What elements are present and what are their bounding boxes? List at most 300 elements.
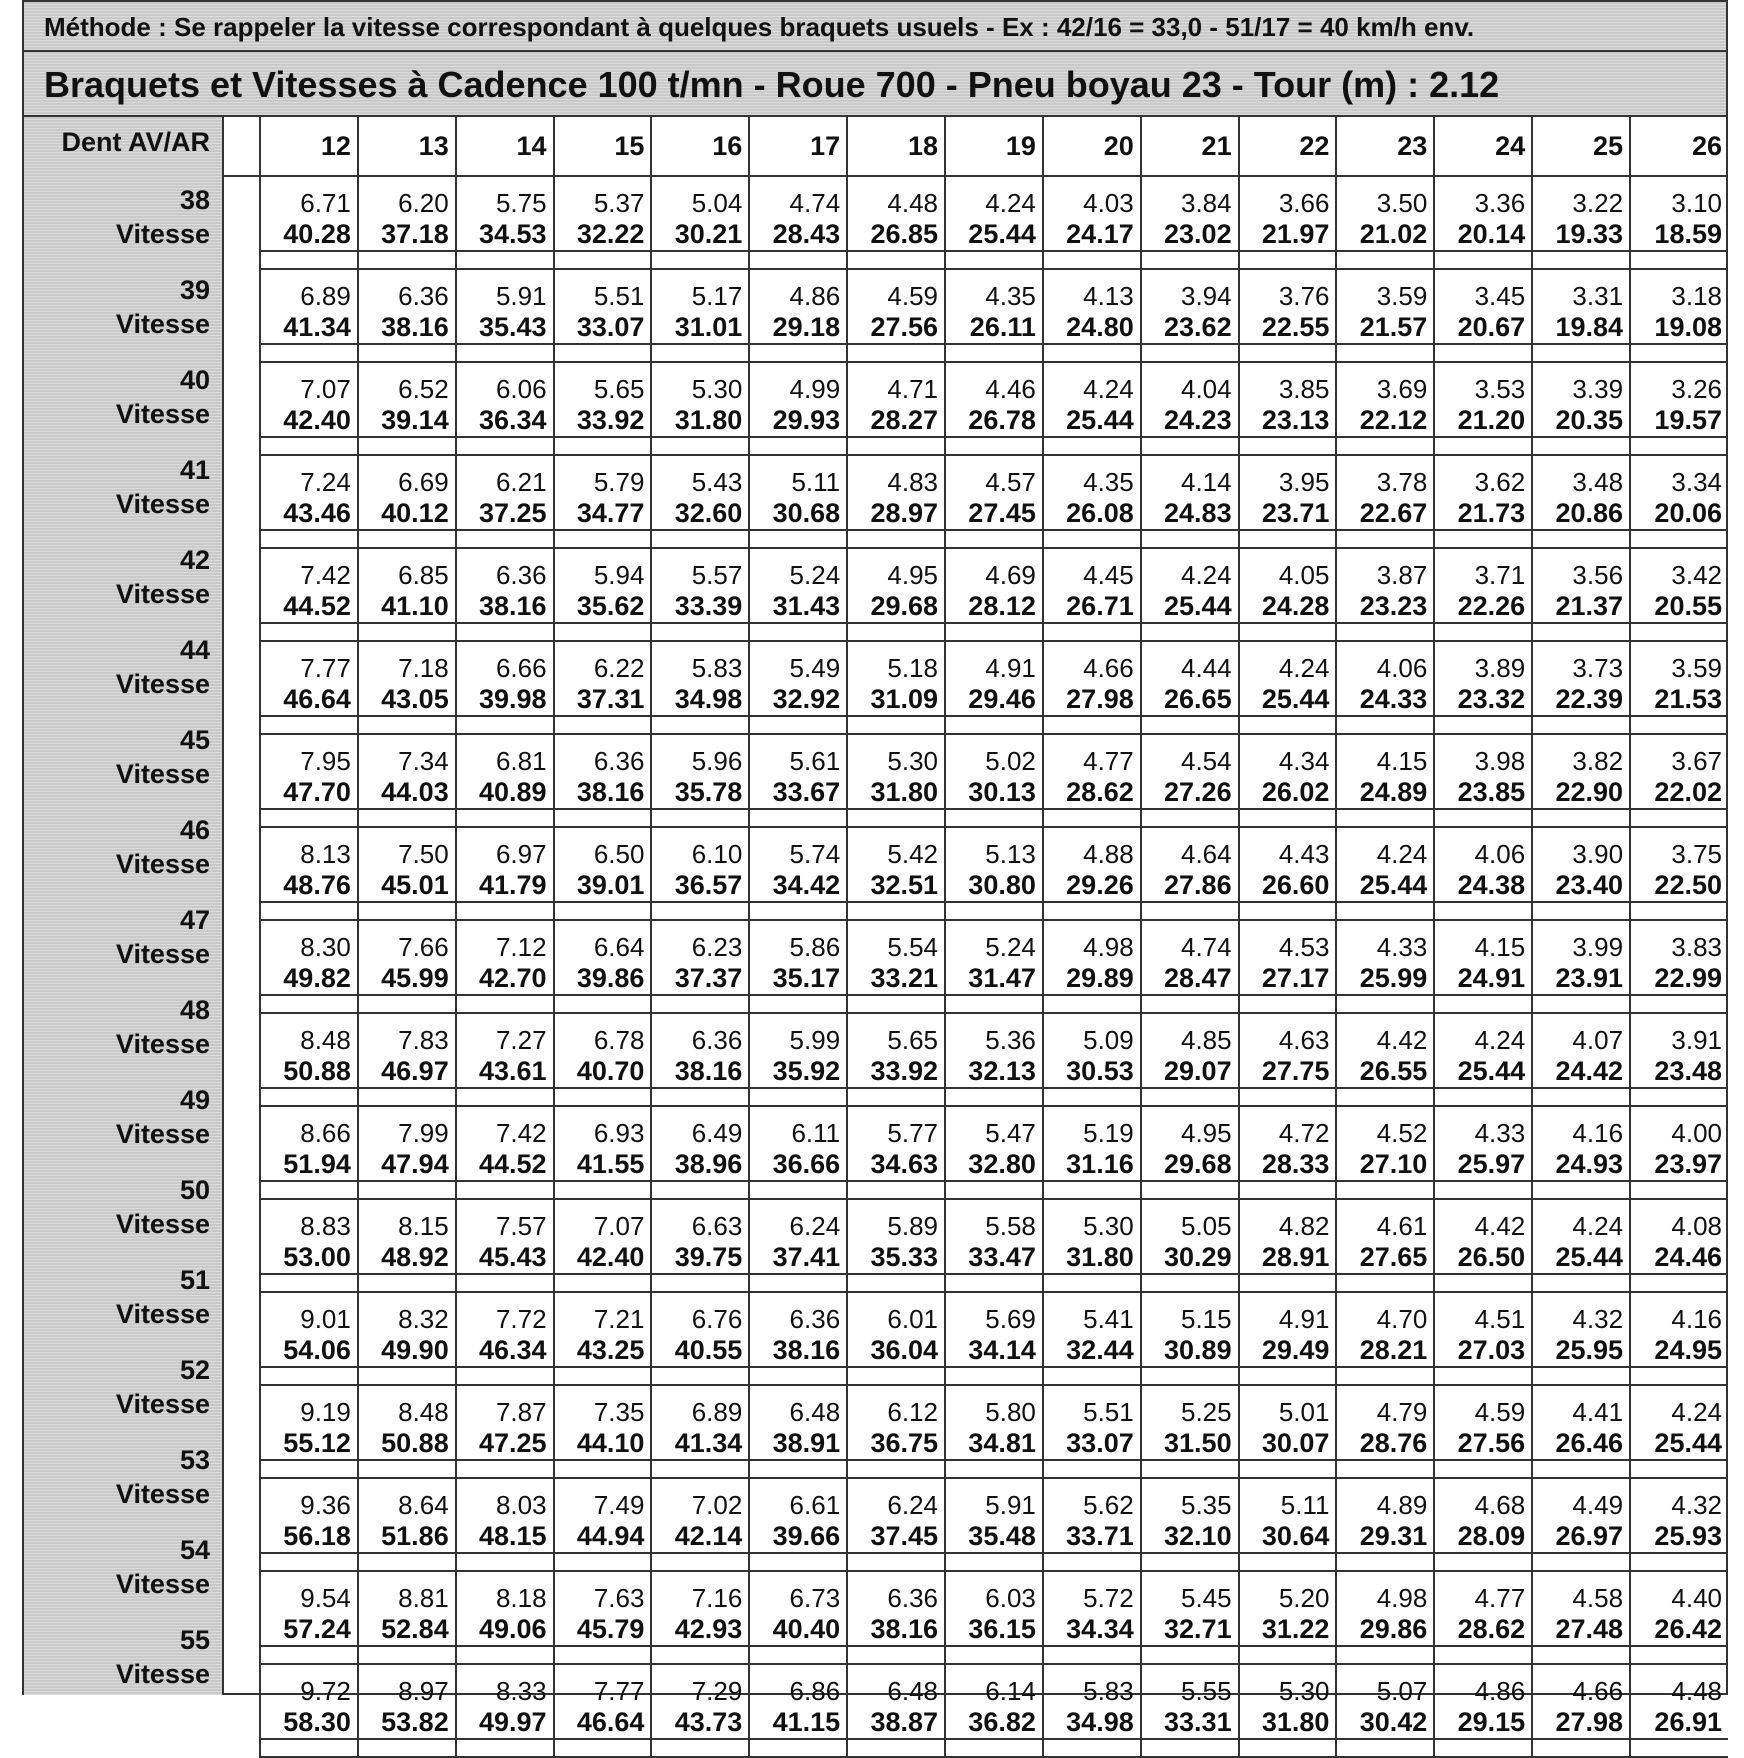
gap-cell xyxy=(1043,251,1141,269)
speed-cell: 25.44 xyxy=(1141,591,1239,623)
speed-label: Vitesse xyxy=(115,759,210,789)
gap-cell xyxy=(1630,1274,1728,1292)
gap-cell xyxy=(1336,1367,1434,1385)
gap-cell xyxy=(749,995,847,1013)
speed-cell: 47.25 xyxy=(456,1428,554,1460)
development-cell: 4.77 xyxy=(1043,734,1141,777)
development-cell: 6.61 xyxy=(749,1478,847,1521)
gap-cell xyxy=(1141,1646,1239,1664)
gap-cell xyxy=(651,1739,749,1757)
gap-cell xyxy=(749,716,847,734)
development-cell: 3.99 xyxy=(1532,920,1630,963)
speed-cell: 27.56 xyxy=(847,312,945,344)
row-spacer xyxy=(224,1242,260,1274)
row-spacer xyxy=(224,1335,260,1367)
gap-cell xyxy=(945,344,1043,362)
gap-cell xyxy=(1043,530,1141,548)
development-cell: 7.72 xyxy=(456,1292,554,1335)
development-cell: 4.52 xyxy=(1336,1106,1434,1149)
development-cell: 5.86 xyxy=(749,920,847,963)
gap-cell xyxy=(456,437,554,455)
speed-cell: 37.25 xyxy=(456,498,554,530)
development-cell: 6.22 xyxy=(554,641,652,684)
row-spacer xyxy=(224,548,260,591)
development-cell: 8.33 xyxy=(456,1664,554,1707)
speed-label: Vitesse xyxy=(115,1479,210,1509)
gap-cell xyxy=(1434,995,1532,1013)
development-cell: 7.42 xyxy=(456,1106,554,1149)
speed-cell: 32.71 xyxy=(1141,1614,1239,1646)
speed-cell: 39.98 xyxy=(456,684,554,716)
development-cell: 5.18 xyxy=(847,641,945,684)
speed-cell: 36.04 xyxy=(847,1335,945,1367)
front-chainring-label: 45 xyxy=(179,725,210,755)
gap-cell xyxy=(358,902,456,920)
speed-cell: 21.02 xyxy=(1336,219,1434,251)
gap-cell xyxy=(1532,902,1630,920)
rear-sprocket-header: 19 xyxy=(945,117,1043,176)
speed-cell: 27.03 xyxy=(1434,1335,1532,1367)
development-cell: 4.08 xyxy=(1630,1199,1728,1242)
gap-cell xyxy=(554,437,652,455)
front-chainring-label: 41 xyxy=(179,455,210,485)
speed-cell: 27.98 xyxy=(1043,684,1141,716)
development-cell: 4.63 xyxy=(1239,1013,1337,1056)
development-cell: 4.86 xyxy=(749,269,847,312)
gap-cell xyxy=(1336,1088,1434,1106)
speed-row xyxy=(224,870,1728,902)
gap-cell xyxy=(1043,1367,1141,1385)
row-spacer xyxy=(224,1106,260,1149)
gap-cell xyxy=(1141,251,1239,269)
gap-cell xyxy=(847,716,945,734)
rear-sprocket-header: 22 xyxy=(1239,117,1337,176)
gap-cell xyxy=(1336,530,1434,548)
gap-cell xyxy=(456,1367,554,1385)
row-gap xyxy=(224,344,1728,362)
speed-cell: 24.33 xyxy=(1336,684,1434,716)
speed-cell: 42.93 xyxy=(651,1614,749,1646)
gap-cell xyxy=(1434,1646,1532,1664)
row-spacer xyxy=(224,1428,260,1460)
speed-cell: 45.79 xyxy=(554,1614,652,1646)
gap-cell xyxy=(260,716,358,734)
gap-cell xyxy=(847,623,945,641)
rear-sprocket-header: 13 xyxy=(358,117,456,176)
gap-cell xyxy=(1141,1367,1239,1385)
speed-cell: 40.70 xyxy=(554,1056,652,1088)
gap-cell xyxy=(456,623,554,641)
speed-cell: 26.55 xyxy=(1336,1056,1434,1088)
speed-cell: 25.44 xyxy=(945,219,1043,251)
gap-cell xyxy=(1630,1553,1728,1571)
row-gap xyxy=(224,530,1728,548)
development-cell: 4.48 xyxy=(847,176,945,219)
gap-cell xyxy=(651,344,749,362)
gap-cell xyxy=(945,251,1043,269)
speed-cell: 24.93 xyxy=(1532,1149,1630,1181)
gap-cell xyxy=(260,623,358,641)
gap-cell xyxy=(1043,1553,1141,1571)
development-cell: 4.33 xyxy=(1336,920,1434,963)
gap-cell xyxy=(1630,1646,1728,1664)
gap-cell xyxy=(651,437,749,455)
speed-cell: 48.76 xyxy=(260,870,358,902)
development-row xyxy=(224,1292,1728,1335)
front-chainring-label: 53 xyxy=(179,1445,210,1475)
speed-cell: 30.13 xyxy=(945,777,1043,809)
speed-cell: 20.55 xyxy=(1630,591,1728,623)
speed-row xyxy=(224,1521,1728,1553)
development-cell: 6.14 xyxy=(945,1664,1043,1707)
speed-cell: 27.98 xyxy=(1532,1707,1630,1739)
development-cell: 5.02 xyxy=(945,734,1043,777)
development-cell: 5.51 xyxy=(1043,1385,1141,1428)
gap-cell xyxy=(651,623,749,641)
speed-cell: 27.17 xyxy=(1239,963,1337,995)
speed-cell: 23.32 xyxy=(1434,684,1532,716)
development-cell: 4.64 xyxy=(1141,827,1239,870)
speed-cell: 24.28 xyxy=(1239,591,1337,623)
development-cell: 5.04 xyxy=(651,176,749,219)
development-cell: 6.69 xyxy=(358,455,456,498)
speed-cell: 34.98 xyxy=(651,684,749,716)
front-chainring-label: 44 xyxy=(179,635,210,665)
gap-cell xyxy=(224,1181,260,1199)
gap-cell xyxy=(1043,1274,1141,1292)
gap-cell xyxy=(749,902,847,920)
development-row xyxy=(224,641,1728,684)
speed-cell: 44.52 xyxy=(456,1149,554,1181)
speed-cell: 40.12 xyxy=(358,498,456,530)
speed-cell: 33.92 xyxy=(554,405,652,437)
development-cell: 3.90 xyxy=(1532,827,1630,870)
development-cell: 3.95 xyxy=(1239,455,1337,498)
speed-cell: 29.68 xyxy=(1141,1149,1239,1181)
development-cell: 7.34 xyxy=(358,734,456,777)
speed-cell: 44.03 xyxy=(358,777,456,809)
development-cell: 5.20 xyxy=(1239,1571,1337,1614)
gap-cell xyxy=(651,1646,749,1664)
gap-cell xyxy=(651,1367,749,1385)
speed-label: Vitesse xyxy=(115,579,210,609)
speed-row xyxy=(224,1056,1728,1088)
row-spacer xyxy=(224,455,260,498)
gap-cell xyxy=(456,809,554,827)
speed-cell: 28.97 xyxy=(847,498,945,530)
development-cell: 7.12 xyxy=(456,920,554,963)
gap-cell xyxy=(1630,716,1728,734)
development-cell: 6.64 xyxy=(554,920,652,963)
gap-cell xyxy=(1239,1088,1337,1106)
speed-cell: 57.24 xyxy=(260,1614,358,1646)
gap-cell xyxy=(358,1646,456,1664)
speed-label: Vitesse xyxy=(115,1209,210,1239)
development-cell: 4.24 xyxy=(1141,548,1239,591)
gap-cell xyxy=(1239,902,1337,920)
development-cell: 7.77 xyxy=(554,1664,652,1707)
gap-cell xyxy=(554,1553,652,1571)
development-cell: 4.42 xyxy=(1336,1013,1434,1056)
gap-cell xyxy=(1434,1088,1532,1106)
front-chainring-label: 46 xyxy=(179,815,210,845)
gap-cell xyxy=(847,995,945,1013)
development-cell: 5.77 xyxy=(847,1106,945,1149)
development-cell: 6.01 xyxy=(847,1292,945,1335)
development-cell: 5.41 xyxy=(1043,1292,1141,1335)
rear-sprocket-header: 14 xyxy=(456,117,554,176)
speed-cell: 28.12 xyxy=(945,591,1043,623)
speed-row xyxy=(224,1335,1728,1367)
row-spacer xyxy=(224,920,260,963)
speed-cell: 31.09 xyxy=(847,684,945,716)
gap-cell xyxy=(945,1739,1043,1757)
gap-cell xyxy=(1630,995,1728,1013)
speed-cell: 26.91 xyxy=(1630,1707,1728,1739)
gap-cell xyxy=(749,344,847,362)
development-cell: 5.07 xyxy=(1336,1664,1434,1707)
gap-cell xyxy=(554,1088,652,1106)
development-cell: 8.30 xyxy=(260,920,358,963)
speed-label: Vitesse xyxy=(115,1299,210,1329)
development-cell: 3.22 xyxy=(1532,176,1630,219)
row-gap xyxy=(224,1367,1728,1385)
gap-cell xyxy=(749,1646,847,1664)
speed-cell: 27.65 xyxy=(1336,1242,1434,1274)
speed-cell: 24.46 xyxy=(1630,1242,1728,1274)
gap-cell xyxy=(1532,623,1630,641)
gap-cell xyxy=(945,1181,1043,1199)
development-cell: 5.51 xyxy=(554,269,652,312)
speed-cell: 32.60 xyxy=(651,498,749,530)
development-row xyxy=(224,176,1728,219)
speed-cell: 22.02 xyxy=(1630,777,1728,809)
rear-sprocket-header: 17 xyxy=(749,117,847,176)
development-cell: 7.57 xyxy=(456,1199,554,1242)
speed-cell: 46.64 xyxy=(260,684,358,716)
speed-cell: 30.53 xyxy=(1043,1056,1141,1088)
gap-cell xyxy=(358,623,456,641)
speed-cell: 31.01 xyxy=(651,312,749,344)
development-cell: 4.70 xyxy=(1336,1292,1434,1335)
development-cell: 6.52 xyxy=(358,362,456,405)
speed-cell: 40.89 xyxy=(456,777,554,809)
gap-cell xyxy=(1141,1181,1239,1199)
speed-cell: 39.14 xyxy=(358,405,456,437)
speed-cell: 43.61 xyxy=(456,1056,554,1088)
gap-cell xyxy=(456,344,554,362)
gap-cell xyxy=(456,251,554,269)
gap-cell xyxy=(358,1460,456,1478)
speed-cell: 28.47 xyxy=(1141,963,1239,995)
gap-cell xyxy=(224,251,260,269)
gap-cell xyxy=(749,1274,847,1292)
speed-cell: 38.16 xyxy=(358,312,456,344)
gap-cell xyxy=(1434,1367,1532,1385)
development-cell: 7.16 xyxy=(651,1571,749,1614)
development-cell: 5.35 xyxy=(1141,1478,1239,1521)
development-cell: 4.57 xyxy=(945,455,1043,498)
gap-cell xyxy=(1532,716,1630,734)
development-cell: 6.89 xyxy=(260,269,358,312)
speed-cell: 41.15 xyxy=(749,1707,847,1739)
development-cell: 7.07 xyxy=(260,362,358,405)
rear-sprocket-header: 12 xyxy=(260,117,358,176)
speed-cell: 34.53 xyxy=(456,219,554,251)
speed-cell: 22.26 xyxy=(1434,591,1532,623)
speed-cell: 20.67 xyxy=(1434,312,1532,344)
gap-cell xyxy=(1630,809,1728,827)
speed-cell: 31.22 xyxy=(1239,1614,1337,1646)
development-cell: 7.87 xyxy=(456,1385,554,1428)
speed-cell: 41.10 xyxy=(358,591,456,623)
gap-cell xyxy=(554,530,652,548)
gap-cell xyxy=(847,530,945,548)
development-cell: 3.53 xyxy=(1434,362,1532,405)
speed-cell: 29.15 xyxy=(1434,1707,1532,1739)
gap-cell xyxy=(456,530,554,548)
speed-cell: 21.73 xyxy=(1434,498,1532,530)
row-spacer xyxy=(224,312,260,344)
speed-cell: 20.06 xyxy=(1630,498,1728,530)
gap-cell xyxy=(1141,1274,1239,1292)
gap-cell xyxy=(260,1367,358,1385)
speed-cell: 21.53 xyxy=(1630,684,1728,716)
front-chainring-label: 54 xyxy=(179,1535,210,1565)
speed-label: Vitesse xyxy=(115,1389,210,1419)
gap-cell xyxy=(224,623,260,641)
speed-cell: 37.41 xyxy=(749,1242,847,1274)
gap-cell xyxy=(1532,995,1630,1013)
gear-chart-sheet xyxy=(22,0,1728,1737)
row-gap xyxy=(224,716,1728,734)
gap-cell xyxy=(749,1460,847,1478)
speed-cell: 33.07 xyxy=(554,312,652,344)
speed-cell: 42.40 xyxy=(554,1242,652,1274)
gap-cell xyxy=(945,437,1043,455)
development-cell: 5.17 xyxy=(651,269,749,312)
development-cell: 8.48 xyxy=(358,1385,456,1428)
gap-cell xyxy=(1434,344,1532,362)
speed-cell: 23.62 xyxy=(1141,312,1239,344)
development-cell: 4.24 xyxy=(1239,641,1337,684)
development-cell: 3.76 xyxy=(1239,269,1337,312)
gap-cell xyxy=(358,251,456,269)
development-cell: 3.98 xyxy=(1434,734,1532,777)
speed-cell: 54.06 xyxy=(260,1335,358,1367)
gap-cell xyxy=(1141,1739,1239,1757)
speed-cell: 44.52 xyxy=(260,591,358,623)
gap-cell xyxy=(224,1274,260,1292)
gap-cell xyxy=(945,995,1043,1013)
gear-table-body xyxy=(224,176,1728,1757)
development-cell: 3.91 xyxy=(1630,1013,1728,1056)
development-cell: 7.29 xyxy=(651,1664,749,1707)
speed-cell: 40.28 xyxy=(260,219,358,251)
row-spacer xyxy=(224,827,260,870)
row-gap xyxy=(224,1088,1728,1106)
development-cell: 5.36 xyxy=(945,1013,1043,1056)
gap-cell xyxy=(1141,623,1239,641)
development-cell: 6.36 xyxy=(456,548,554,591)
gap-cell xyxy=(1532,1460,1630,1478)
development-cell: 5.19 xyxy=(1043,1106,1141,1149)
development-cell: 9.72 xyxy=(260,1664,358,1707)
speed-cell: 40.55 xyxy=(651,1335,749,1367)
gap-cell xyxy=(554,716,652,734)
development-cell: 7.50 xyxy=(358,827,456,870)
development-cell: 5.42 xyxy=(847,827,945,870)
speed-cell: 38.16 xyxy=(749,1335,847,1367)
gap-cell xyxy=(260,530,358,548)
speed-cell: 26.71 xyxy=(1043,591,1141,623)
development-cell: 4.91 xyxy=(945,641,1043,684)
gap-cell xyxy=(1434,1553,1532,1571)
gap-cell xyxy=(1239,251,1337,269)
speed-cell: 21.20 xyxy=(1434,405,1532,437)
speed-cell: 23.48 xyxy=(1630,1056,1728,1088)
development-cell: 4.15 xyxy=(1336,734,1434,777)
development-cell: 3.73 xyxy=(1532,641,1630,684)
gap-cell xyxy=(554,623,652,641)
development-cell: 3.83 xyxy=(1630,920,1728,963)
rear-sprocket-header: 21 xyxy=(1141,117,1239,176)
gap-cell xyxy=(749,1739,847,1757)
speed-cell: 20.35 xyxy=(1532,405,1630,437)
speed-cell: 36.66 xyxy=(749,1149,847,1181)
development-cell: 3.87 xyxy=(1336,548,1434,591)
gap-cell xyxy=(1239,809,1337,827)
gap-cell xyxy=(1532,1646,1630,1664)
development-cell: 6.21 xyxy=(456,455,554,498)
gap-cell xyxy=(847,1460,945,1478)
development-cell: 4.95 xyxy=(1141,1106,1239,1149)
rear-sprocket-header: 26 xyxy=(1630,117,1728,176)
gap-cell xyxy=(1336,716,1434,734)
development-cell: 6.89 xyxy=(651,1385,749,1428)
development-cell: 6.20 xyxy=(358,176,456,219)
development-cell: 5.75 xyxy=(456,176,554,219)
rear-sprocket-header: 16 xyxy=(651,117,749,176)
development-cell: 8.18 xyxy=(456,1571,554,1614)
gap-cell xyxy=(1532,809,1630,827)
gap-cell xyxy=(1630,1367,1728,1385)
gap-cell xyxy=(1434,1460,1532,1478)
gap-cell xyxy=(260,344,358,362)
gap-cell xyxy=(358,716,456,734)
gap-cell xyxy=(260,1088,358,1106)
development-cell: 4.91 xyxy=(1239,1292,1337,1335)
gap-cell xyxy=(456,1460,554,1478)
speed-label: Vitesse xyxy=(115,399,210,429)
gap-cell xyxy=(1532,1739,1630,1757)
gap-cell xyxy=(358,995,456,1013)
development-cell: 8.13 xyxy=(260,827,358,870)
gap-cell xyxy=(651,1274,749,1292)
development-cell: 6.97 xyxy=(456,827,554,870)
speed-cell: 39.01 xyxy=(554,870,652,902)
speed-cell: 25.93 xyxy=(1630,1521,1728,1553)
gap-cell xyxy=(945,530,1043,548)
speed-cell: 22.99 xyxy=(1630,963,1728,995)
development-cell: 4.85 xyxy=(1141,1013,1239,1056)
speed-cell: 30.42 xyxy=(1336,1707,1434,1739)
development-cell: 4.54 xyxy=(1141,734,1239,777)
speed-cell: 32.10 xyxy=(1141,1521,1239,1553)
development-cell: 4.24 xyxy=(1336,827,1434,870)
speed-cell: 30.07 xyxy=(1239,1428,1337,1460)
speed-cell: 36.57 xyxy=(651,870,749,902)
